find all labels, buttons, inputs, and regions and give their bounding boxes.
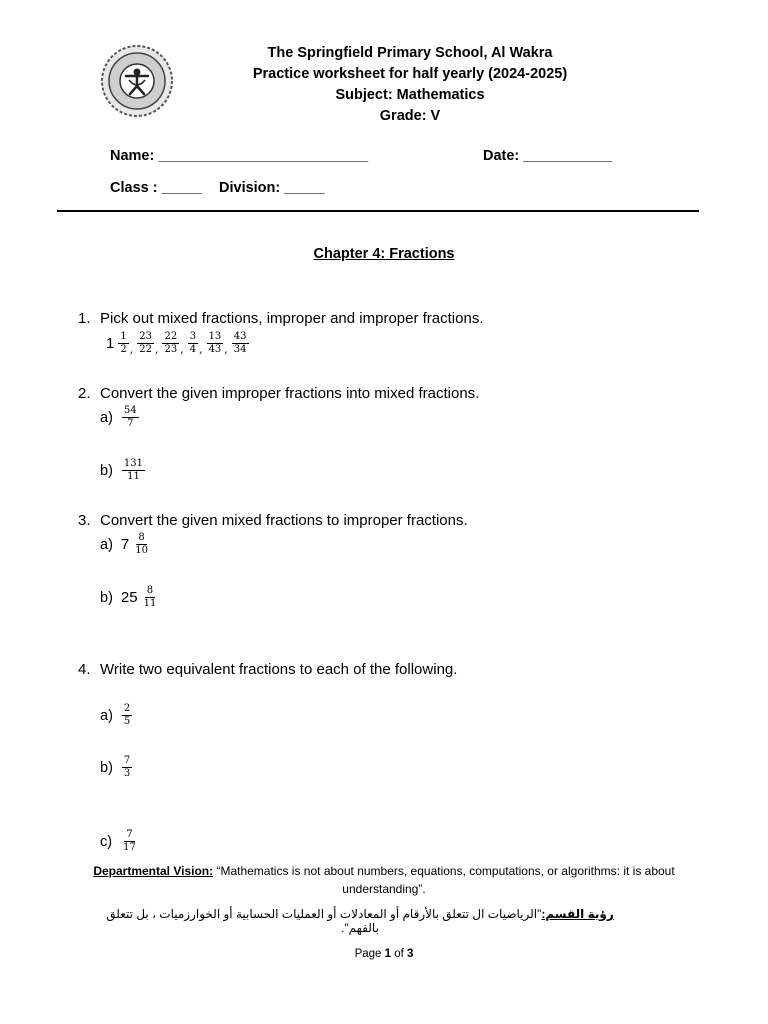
school-logo-icon (100, 44, 174, 118)
current-page: 1 (384, 948, 392, 960)
question-4 (78, 661, 457, 678)
fraction (122, 755, 132, 780)
page-of: of (391, 948, 408, 960)
question-1 (78, 310, 484, 327)
chapter-title-text: Chapter 4: Fractions (313, 246, 455, 262)
fraction (207, 331, 224, 356)
question-number: 4. (78, 661, 91, 678)
arabic-vision-text: "الرياضيات ال تتعلق بالأرقام أو المعادلات أو العمليات الحسابية أو الخوارزميات ، بل تتعلق بالفهم". (106, 907, 542, 935)
name-field: Name: __________________________ (110, 148, 369, 164)
vision-text: “Mathematics is not about numbers, equations, computations, or algorithms: it is about understanding”. (213, 864, 675, 896)
option-label: b) (100, 589, 113, 606)
fraction (142, 585, 159, 610)
question-number: 2. (78, 385, 91, 402)
option-4c (100, 829, 139, 854)
arabic-vision-label: رؤية القسم: (541, 907, 614, 921)
numerator: 13 (208, 331, 222, 342)
option-2b (100, 458, 146, 483)
denominator: 43 (208, 344, 222, 355)
denominator: 22 (139, 344, 152, 355)
comma: , (154, 343, 159, 356)
fraction-list (106, 331, 250, 356)
header-divider (57, 210, 699, 212)
option-4a (100, 703, 133, 728)
page-number (0, 948, 768, 960)
denominator: 17 (123, 842, 136, 853)
numerator: 22 (164, 331, 178, 342)
worksheet-title: Practice worksheet for half yearly (2024-2025) (252, 66, 568, 82)
question-3 (78, 512, 468, 529)
option-3a (100, 532, 151, 557)
total-pages: 3 (407, 948, 414, 960)
numerator: 23 (139, 331, 152, 342)
question-text: Write two equivalent fractions to each of the following. (100, 661, 458, 678)
option-label: a) (100, 409, 113, 426)
chapter-title (0, 246, 768, 262)
fraction (162, 331, 179, 356)
numerator: 1 (120, 331, 127, 342)
comma: , (180, 343, 184, 356)
page-prefix: Page (354, 948, 385, 960)
denominator: 7 (127, 418, 134, 429)
numerator: 43 (233, 331, 247, 342)
denominator: 34 (233, 344, 247, 355)
denominator: 3 (123, 768, 131, 779)
question-text: Pick out mixed fractions, improper and improper fractions. (100, 310, 484, 327)
numerator: 131 (123, 458, 143, 469)
option-label: b) (100, 462, 113, 479)
comma: , (199, 343, 203, 356)
grade-line: Grade: V (379, 108, 441, 124)
option-label: a) (100, 536, 113, 553)
question-text: Convert the given improper fractions into mixed fractions. (100, 385, 480, 402)
fraction (137, 331, 154, 356)
comma: , (129, 343, 134, 356)
option-4b (100, 755, 133, 780)
whole-number: 25 (120, 589, 138, 606)
departmental-vision (60, 862, 708, 898)
denominator: 11 (127, 471, 140, 482)
fraction (122, 405, 139, 430)
numerator: 3 (189, 331, 197, 342)
numerator: 2 (123, 703, 131, 714)
fraction (118, 331, 128, 356)
question-2 (78, 385, 479, 402)
question-number: 3. (78, 512, 91, 529)
school-name: The Springfield Primary School, Al Wakra (267, 45, 553, 61)
denominator: 11 (143, 598, 157, 609)
fraction (122, 458, 145, 483)
denominator: 23 (164, 344, 178, 355)
comma: , (224, 343, 228, 356)
denominator: 2 (120, 344, 127, 355)
whole-number: 7 (120, 536, 130, 553)
subject-line: Subject: Mathematics (335, 87, 485, 103)
division-field: Division: _____ (219, 180, 325, 196)
numerator: 8 (146, 585, 154, 596)
question-number: 1. (78, 310, 91, 327)
denominator: 5 (123, 716, 131, 727)
fraction (121, 829, 138, 854)
whole-number: 1 (106, 335, 115, 352)
fraction (122, 703, 132, 728)
class-field: Class : _____ (110, 180, 202, 196)
numerator: 54 (123, 405, 137, 416)
option-label: a) (100, 707, 113, 724)
denominator: 10 (135, 545, 148, 556)
option-label: c) (100, 833, 113, 850)
arabic-vision (100, 907, 620, 935)
school-header (230, 43, 590, 127)
fraction (188, 331, 198, 356)
denominator: 4 (189, 344, 197, 355)
numerator: 7 (126, 829, 133, 840)
date-field: Date: ___________ (483, 148, 612, 164)
fraction (133, 532, 150, 557)
vision-label: Departmental Vision: (93, 864, 214, 878)
option-2a (100, 405, 140, 430)
question-text: Convert the given mixed fractions to improper fractions. (100, 512, 468, 529)
fraction (232, 331, 249, 356)
option-3b (100, 585, 159, 610)
numerator: 7 (123, 755, 131, 766)
numerator: 8 (138, 532, 145, 543)
option-label: b) (100, 759, 113, 776)
